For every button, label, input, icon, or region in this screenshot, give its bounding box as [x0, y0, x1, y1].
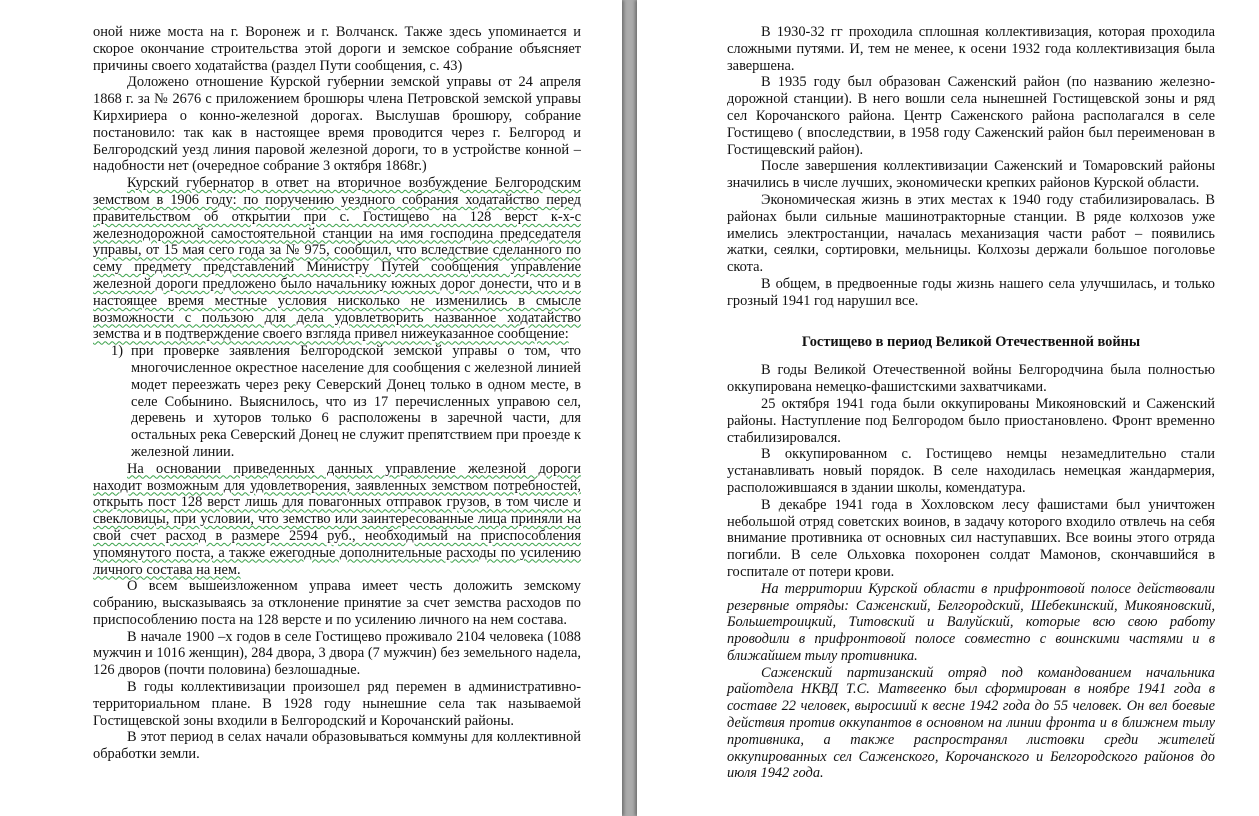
list-item-text: при проверке заявления Белгородской земской управы о том, что многочисленное окрестное население для сообщения с железной линией модет переезжать через реку Северский Донец только в одном месте, в селе Собынино. Выяснилось, что из 17 перечисленных управою сел, деревень и хуторов только 6 расположены в заречной части, для остальных река Северский Донец не служит препятствием при проезде к железной линии. [131, 343, 581, 460]
paragraph: В декабре 1941 года в Хохловском лесу фашистами был уничтожен небольшой отряд советских воинов, в задачу которого входило отвлечь на себя внимание противника от основных сил наступавших. Все воины этого отряда погибли. В селе Ольховка похоронен солдат Мамонов, скончавшийся в госпитале от потери крови. [727, 496, 1215, 580]
page-left-text-column [93, 24, 581, 763]
paragraph: На основании приведенных данных управление железной дороги находит возможным для удовлетворения, заявленных земством потребностей, открыть пост 128 верст лишь для повагонных отправок грузов, в том числе и свекловицы, при условии, что земство или заинтересованные лица приняли на свой счет расход в размере 2594 руб., необходимый на приспособления упомянутого поста, а также ежегодные дополнительные расходы по усилению личного состава на нем. [93, 460, 581, 578]
paragraph: оной ниже моста на г. Воронеж и г. Волчанск. Также здесь упоминается и скорое окончание строительства этой дороги и земское собрание объясняет причины своего ходатайства (раздел Пути сообщения, с. 43) [93, 24, 581, 74]
list-number: 1) [111, 343, 123, 360]
paragraph: Доложено отношение Курской губернии земской управы от 24 апреля 1868 г. за № 2676 с приложением брошюры члена Петровской земской управы Кирхириера о конно-железной дорогах. Выслушав брошюру, собрание постановило: так как в настоящее время проводится через г. Белгород и Белгородский уезд линия паровой железной дороги, то в устройстве конной – надобности нет (очередное собрание 3 октября 1868г.) [93, 74, 581, 175]
paragraph: О всем вышеизложенном управа имеет честь доложить земскому собранию, высказываясь за отклонение принятие за счет земства расходов по приспособлению поста на 128 версте и по усилению личного на нем состава. [93, 578, 581, 628]
page-right-text-column [727, 24, 1215, 782]
paragraph: В годы коллективизации произошел ряд перемен в административно-территориальном плане. В 1928 году нынешние села так называемой Гостищевской зоны входили в Белгородский и Корочанский районы. [93, 679, 581, 729]
paragraph: В общем, в предвоенные годы жизнь нашего села улучшилась, и только грозный 1941 год нарушил все. [727, 275, 1215, 309]
paragraph: После завершения коллективизации Саженский и Томаровский районы значились в числе лучших, экономически крепких районов Курской области. [727, 158, 1215, 192]
paragraph: В оккупированном с. Гостищево немцы незамедлительно стали устанавливать новый порядок. В селе находилась немецкая жандармерия, расположившаяся в здании школы, комендатура. [727, 446, 1215, 496]
paragraph: 25 октября 1941 года были оккупированы Микояновский и Саженский районы. Наступление под Белгородом было приостановлено. Фронт временно стабилизировался. [727, 395, 1215, 446]
section-heading: Гостищево в период Великой Отечественной войны [801, 333, 1141, 350]
paragraph: Экономическая жизнь в этих местах к 1940 году стабилизировалась. В районах были сильные машинотракторные станции. В ряде колхозов уже имелись электростанции, началась механизация части работ – появились жатки, сеялки, сортировки, мельницы. Колхозы держали большое поголовье скота. [727, 191, 1215, 276]
list-item [93, 343, 581, 461]
document-page-left [0, 0, 622, 816]
paragraph: В 1935 году был образован Саженский район (по названию железно-дорожной станции). В него вошли села нынешней Гостищевской зоны и ряд сел Корочанского района. Центр Саженского района располагался в селе Гостищево ( впоследствии, в 1958 году Саженский район был переименован в Гостищевский район). [727, 74, 1215, 158]
paragraph: В 1930-32 гг проходила сплошная коллективизация, которая проходила сложными путями. И, тем не менее, к осени 1932 года коллективизация была завершена. [727, 24, 1215, 74]
paragraph: В начале 1900 –х годов в селе Гостищево проживало 2104 человека (1088 мужчин и 1016 женщин), 284 двора, 3 двора (7 мужчин) без земельного надела, 126 дворов (почти половина) безлошадные. [93, 628, 581, 679]
paragraph: Курский губернатор в ответ на вторичное возбуждение Белгородским земством в 1906 году: по поручению уездного собрания ходатайство перед правительством об открытии при с. Гостищево на 128 верст к-х-с железнодорожной самостоятельной станции на имя господина председателя управы, от 15 мая сего года за № 975, сообщил, что вследствие сделанного по сему предмету представлений Министру Путей сообщения управление железной дороги предложено было начальнику южных дорог донести, что и в настоящее время местные условия нисколько не изменились в смысле возможности с пользою для дела удовлетворить названное ходатайство земства и в подтверждение своего взгляда привел нижеуказанное сообщение: [93, 175, 581, 343]
paragraph-italic: Саженский партизанский отряд под командованием начальника райотдела НКВД Т.С. Матвеенко был сформирован в ноябре 1941 года в составе 22 человек, выросший к весне 1942 года до 55 человек. Он вел боевые действия против оккупантов в основном на линии фронта и в ближнем тылу противника, а также распространял листовки среди жителей оккупированных сел Саженского, Корочанского и Белгородского районов до июля 1942 года. [727, 664, 1215, 782]
paragraph: В годы Великой Отечественной войны Белгородчина была полностью оккупирована немецко-фашистскими захватчиками. [727, 362, 1215, 396]
paragraph-italic: На территории Курской области в прифронтовой полосе действовали резервные отряды: Саженский, Белгородский, Шебекинский, Микояновский, Большетроицкий, Титовский и Валуйский, которые всю свою работу проводили в прифронтовой полосе совместно с воинскими частями и в ближайшем тылу противника. [727, 580, 1215, 664]
paragraph: В этот период в селах начали образовываться коммуны для коллективной обработки земли. [93, 729, 581, 763]
document-page-right [637, 0, 1259, 816]
